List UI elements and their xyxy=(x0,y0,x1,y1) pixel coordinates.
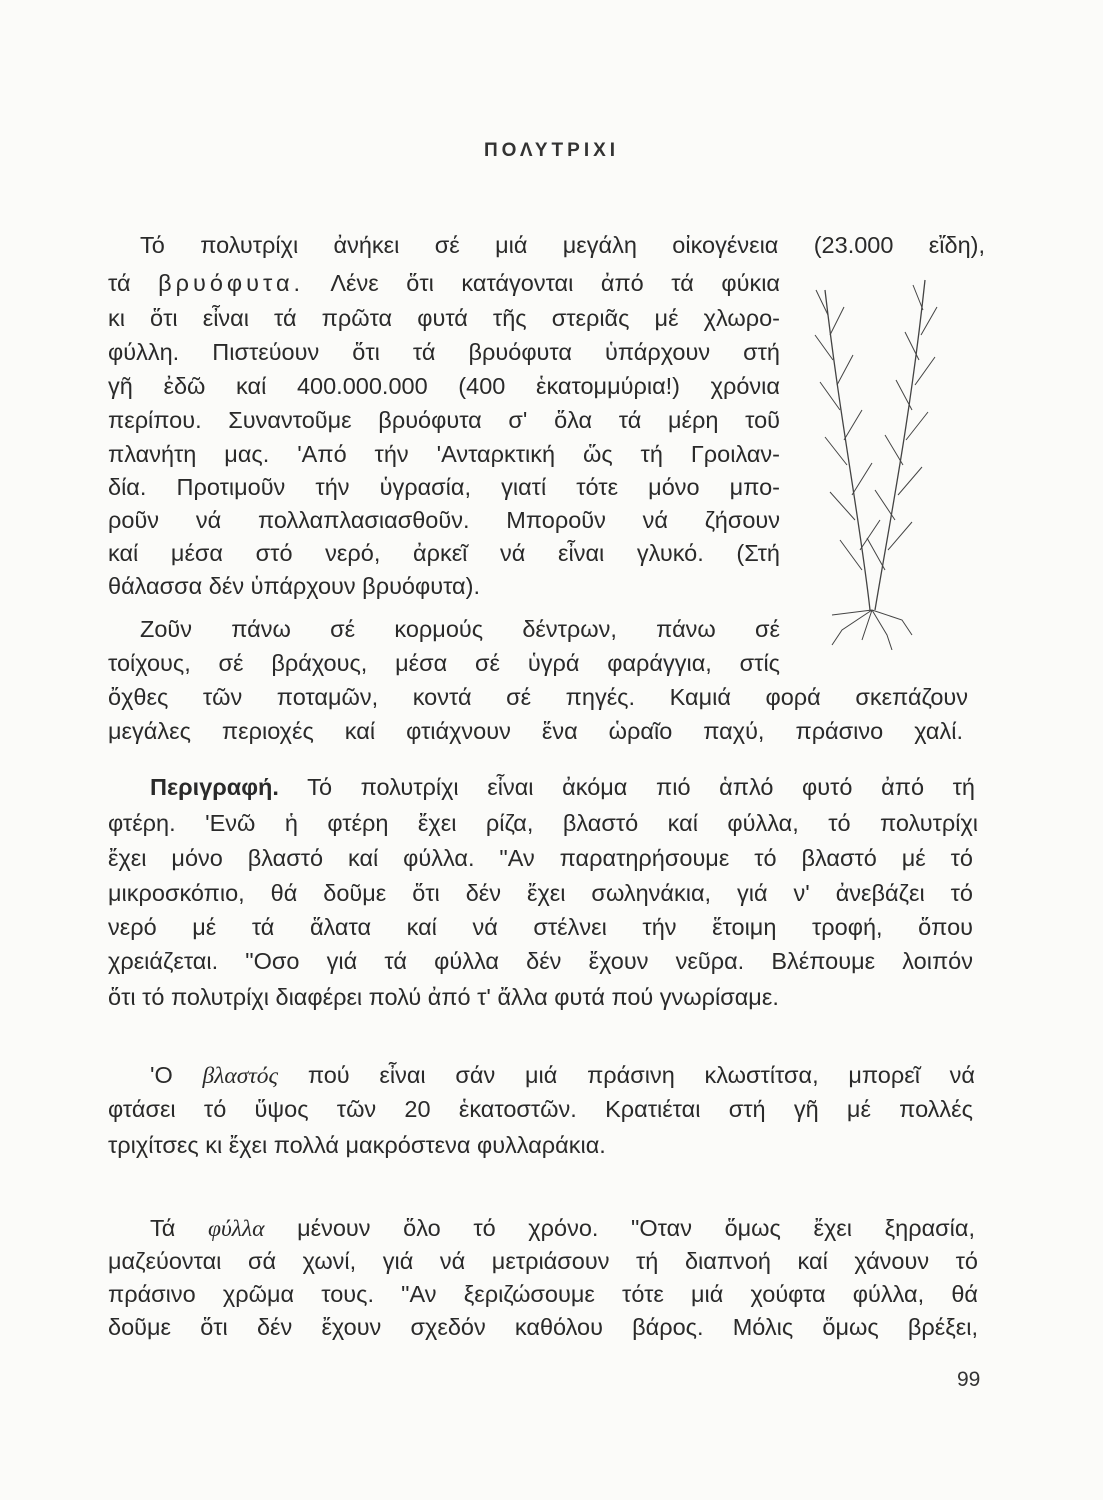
text-line: γῆ ἐδῶ καί 400.000.000 (400 ἑκατομμύρια!) χρόνια xyxy=(108,373,780,399)
page-title: ΠΟΛΥΤΡΙΧΙ xyxy=(483,140,620,161)
text-line: νερό μέ τά ἅλατα καί νά στέλνει τήν ἕτοιμη τροφή, ὅπου xyxy=(108,914,973,940)
emphasized-term: βρυόφυτα. xyxy=(158,270,305,296)
text-fragment: μένουν ὅλο τό χρόνο. "Οταν ὅμως ἔχει ξηρασία, xyxy=(297,1215,975,1241)
text-line: μικροσκόπιο, θά δοῦμε ὅτι δέν ἔχει σωληνάκια, γιά ν' ἀνεβάζει τό xyxy=(108,880,973,906)
text-fragment: πού εἶναι σάν μιά πράσινη κλωστίτσα, μπορεῖ νά xyxy=(307,1062,976,1088)
page-number: 99 xyxy=(957,1368,981,1391)
text-line: τοίχους, σέ βράχους, μέσα σέ ὑγρά φαράγγια, στίς xyxy=(108,650,780,676)
text-line: μεγάλες περιοχές καί φτιάχνουν ἕνα ὡραῖο παχύ, πράσινο χαλί. xyxy=(108,718,963,744)
text-line xyxy=(108,268,780,298)
text-line: Ζοῦν πάνω σέ κορμούς δέντρων, πάνω σέ xyxy=(140,616,780,642)
text-line: ροῦν νά πολλαπλασιασθοῦν. Μποροῦν νά ζήσουν xyxy=(108,507,780,533)
emphasized-term: φύλλα xyxy=(207,1216,265,1242)
text-line: Τό πολυτρίχι ἀνήκει σέ μιά μεγάλη οἰκογένεια (23.000 εἴδη), xyxy=(140,232,985,258)
text-line xyxy=(150,772,975,802)
text-line: πλανήτη μας. 'Από τήν 'Ανταρκτική ὥς τή Γροιλαν- xyxy=(108,441,780,467)
section-heading: Περιγραφή. xyxy=(150,774,279,800)
text-line: μαζεύονται σά χωνί, γιά νά μετριάσουν τή διαπνοή καί χάνουν τό xyxy=(108,1248,978,1274)
text-line: φύλλη. Πιστεύουν ὅτι τά βρυόφυτα ὑπάρχουν στή xyxy=(108,339,780,365)
moss-plant-illustration xyxy=(800,270,960,650)
text-fragment: Λένε ὅτι κατάγονται ἀπό τά φύκια xyxy=(330,270,781,296)
text-line: χρειάζεται. "Οσο γιά τά φύλλα δέν ἔχουν νεῦρα. Βλέπουμε λοιπόν xyxy=(108,948,973,974)
text-line: δοῦμε ὅτι δέν ἔχουν σχεδόν καθόλου βάρος. Μόλις ὅμως βρέξει, xyxy=(108,1314,978,1340)
text-line: ἔχει μόνο βλαστό καί φύλλα. "Αν παρατηρήσουμε τό βλαστό μέ τό xyxy=(108,845,973,871)
text-line: δία. Προτιμοῦν τήν ὑγρασία, γιατί τότε μόνο μπο- xyxy=(108,474,780,500)
text-fragment: Τό πολυτρίχι εἶναι ἀκόμα πιό ἁπλό φυτό ἀπό τή xyxy=(307,774,975,800)
text-line xyxy=(150,1213,975,1244)
text-line: κι ὅτι εἶναι τά πρῶτα φυτά τῆς στεριᾶς μέ χλωρο- xyxy=(108,305,780,331)
text-line: περίπου. Συναντοῦμε βρυόφυτα σ' ὅλα τά μέρη τοῦ xyxy=(108,407,780,433)
text-line: θάλασσα δέν ὑπάρχουν βρυόφυτα). xyxy=(108,573,480,599)
text-line: φτέρη. 'Ενῶ ἡ φτέρη ἔχει ρίζα, βλαστό καί φύλλα, τό πολυτρίχι xyxy=(108,810,978,836)
text-line: πράσινο χρῶμα τους. "Αν ξεριζώσουμε τότε μιά χούφτα φύλλα, θά xyxy=(108,1281,978,1307)
text-line: καί μέσα στό νερό, ἀρκεῖ νά εἶναι γλυκό. (Στή xyxy=(108,540,780,566)
text-line xyxy=(150,1060,975,1091)
text-line: ὅτι τό πολυτρίχι διαφέρει πολύ ἀπό τ' ἄλλα φυτά πού γνωρίσαμε. xyxy=(108,984,779,1010)
text-line: τριχίτσες κι ἔχει πολλά μακρόστενα φυλλαράκια. xyxy=(108,1132,606,1158)
text-word: Τά xyxy=(150,1215,176,1241)
text-word: 'Ο xyxy=(150,1062,173,1088)
emphasized-term: βλαστός xyxy=(202,1063,279,1089)
text-line: φτάσει τό ὕψος τῶν 20 ἑκατοστῶν. Κρατιέται στή γῆ μέ πολλές xyxy=(108,1096,973,1122)
text-word: τά xyxy=(108,270,131,296)
text-line: ὄχθες τῶν ποταμῶν, κοντά σέ πηγές. Καμιά φορά σκεπάζουν xyxy=(108,684,968,710)
